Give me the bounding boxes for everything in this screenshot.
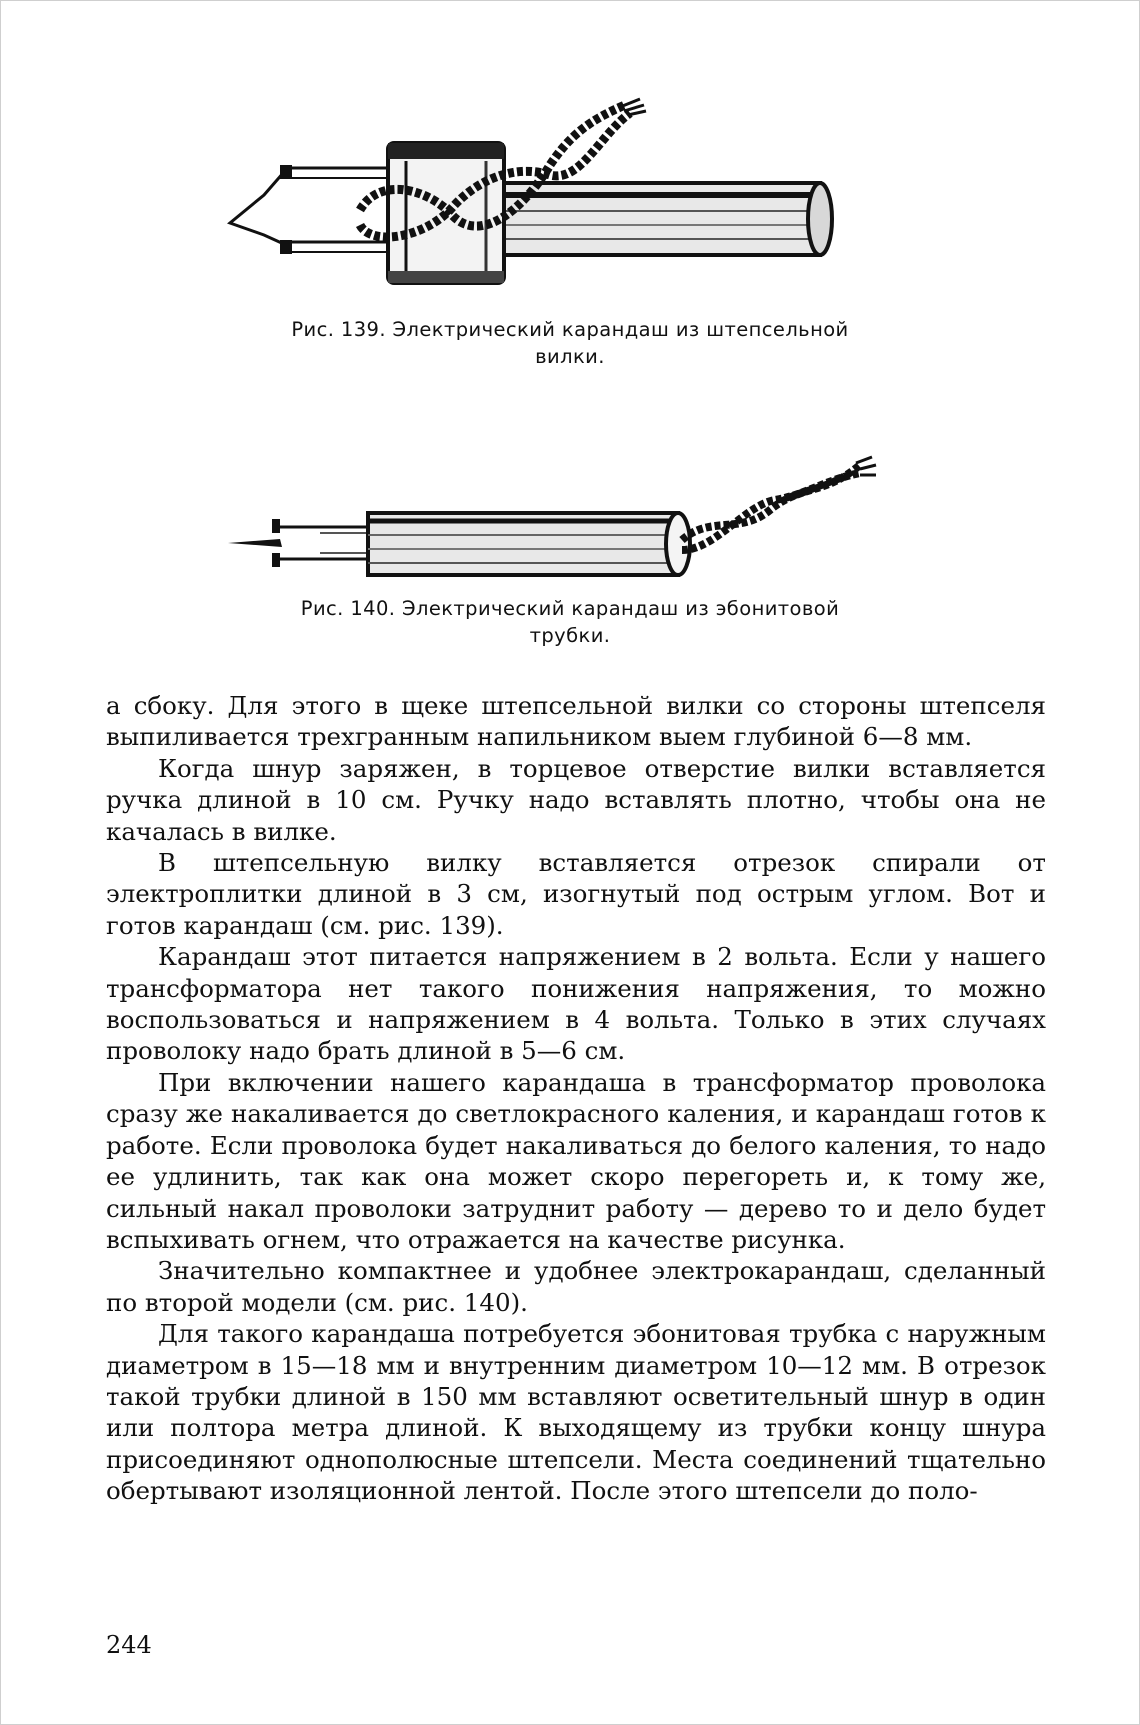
page-number: 244 <box>106 1631 152 1659</box>
plug-pencil-illustration <box>220 95 920 305</box>
paragraph: Когда шнур заряжен, в торцевое отверстие вилки вставляется ручка длиной в 10 см. Ручку надо вставлять плотно, чтобы она не качалась в вилке. <box>106 753 1046 846</box>
paragraph: а сбоку. Для этого в щеке штепсельной вилки со стороны штепселя выпиливается трехгранным напильником выем глубиной 6—8 мм. <box>106 691 1046 752</box>
body-text <box>106 690 1046 1507</box>
ebonite-tube-illustration <box>220 455 920 585</box>
paragraph: Значительно компактнее и удобнее электрокарандаш, сделанный по второй модели (см. рис. 140). <box>106 1256 1046 1317</box>
paragraph: Карандаш этот питается напряжением в 2 вольта. Если у нашего трансформатора нет такого понижения напряжения, то можно воспользоваться и напряжением в 4 вольта. Только в этих случаях проволоку надо брать длиной в 5—6 см. <box>106 942 1046 1066</box>
paragraph: При включении нашего карандаша в трансформатор проволока сразу же накаливается до светлокрасного каления, и карандаш готов к работе. Если проволока будет накаливаться до белого каления, то надо ее удлинить, так как она может скоро перегореть и, к тому же, сильный накал проволоки затруднит работу — дерево то и дело будет вспыхивать огнем, что отражается на качестве рисунка. <box>106 1067 1046 1254</box>
caption-line: вилки. <box>535 345 605 368</box>
caption-line: Рис. 139. Электрический карандаш из штепсельной <box>291 318 849 341</box>
caption-line: Рис. 140. Электрический карандаш из эбонитовой <box>300 597 840 620</box>
figure-140-caption <box>0 595 1140 649</box>
paragraph: В штепсельную вилку вставляется отрезок спирали от электроплитки длиной в 3 см, изогнутый под острым углом. Вот и готов карандаш (см. рис. 139). <box>106 848 1046 940</box>
figure-139-caption <box>0 316 1140 370</box>
paragraph: Для такого карандаша потребуется эбонитовая трубка с наружным диаметром в 15—18 мм и внутренним диаметром 10—12 мм. В отрезок такой трубки длиной в 150 мм вставляют осветительный шнур в один или полтора метра длиной. К выходящему из трубки концу шнура присоединяют однополюсные штепсели. Места соединений тщательно обертывают изоляционной лентой. После этого штепсели до поло- <box>106 1319 1046 1506</box>
caption-line: трубки. <box>529 624 611 647</box>
